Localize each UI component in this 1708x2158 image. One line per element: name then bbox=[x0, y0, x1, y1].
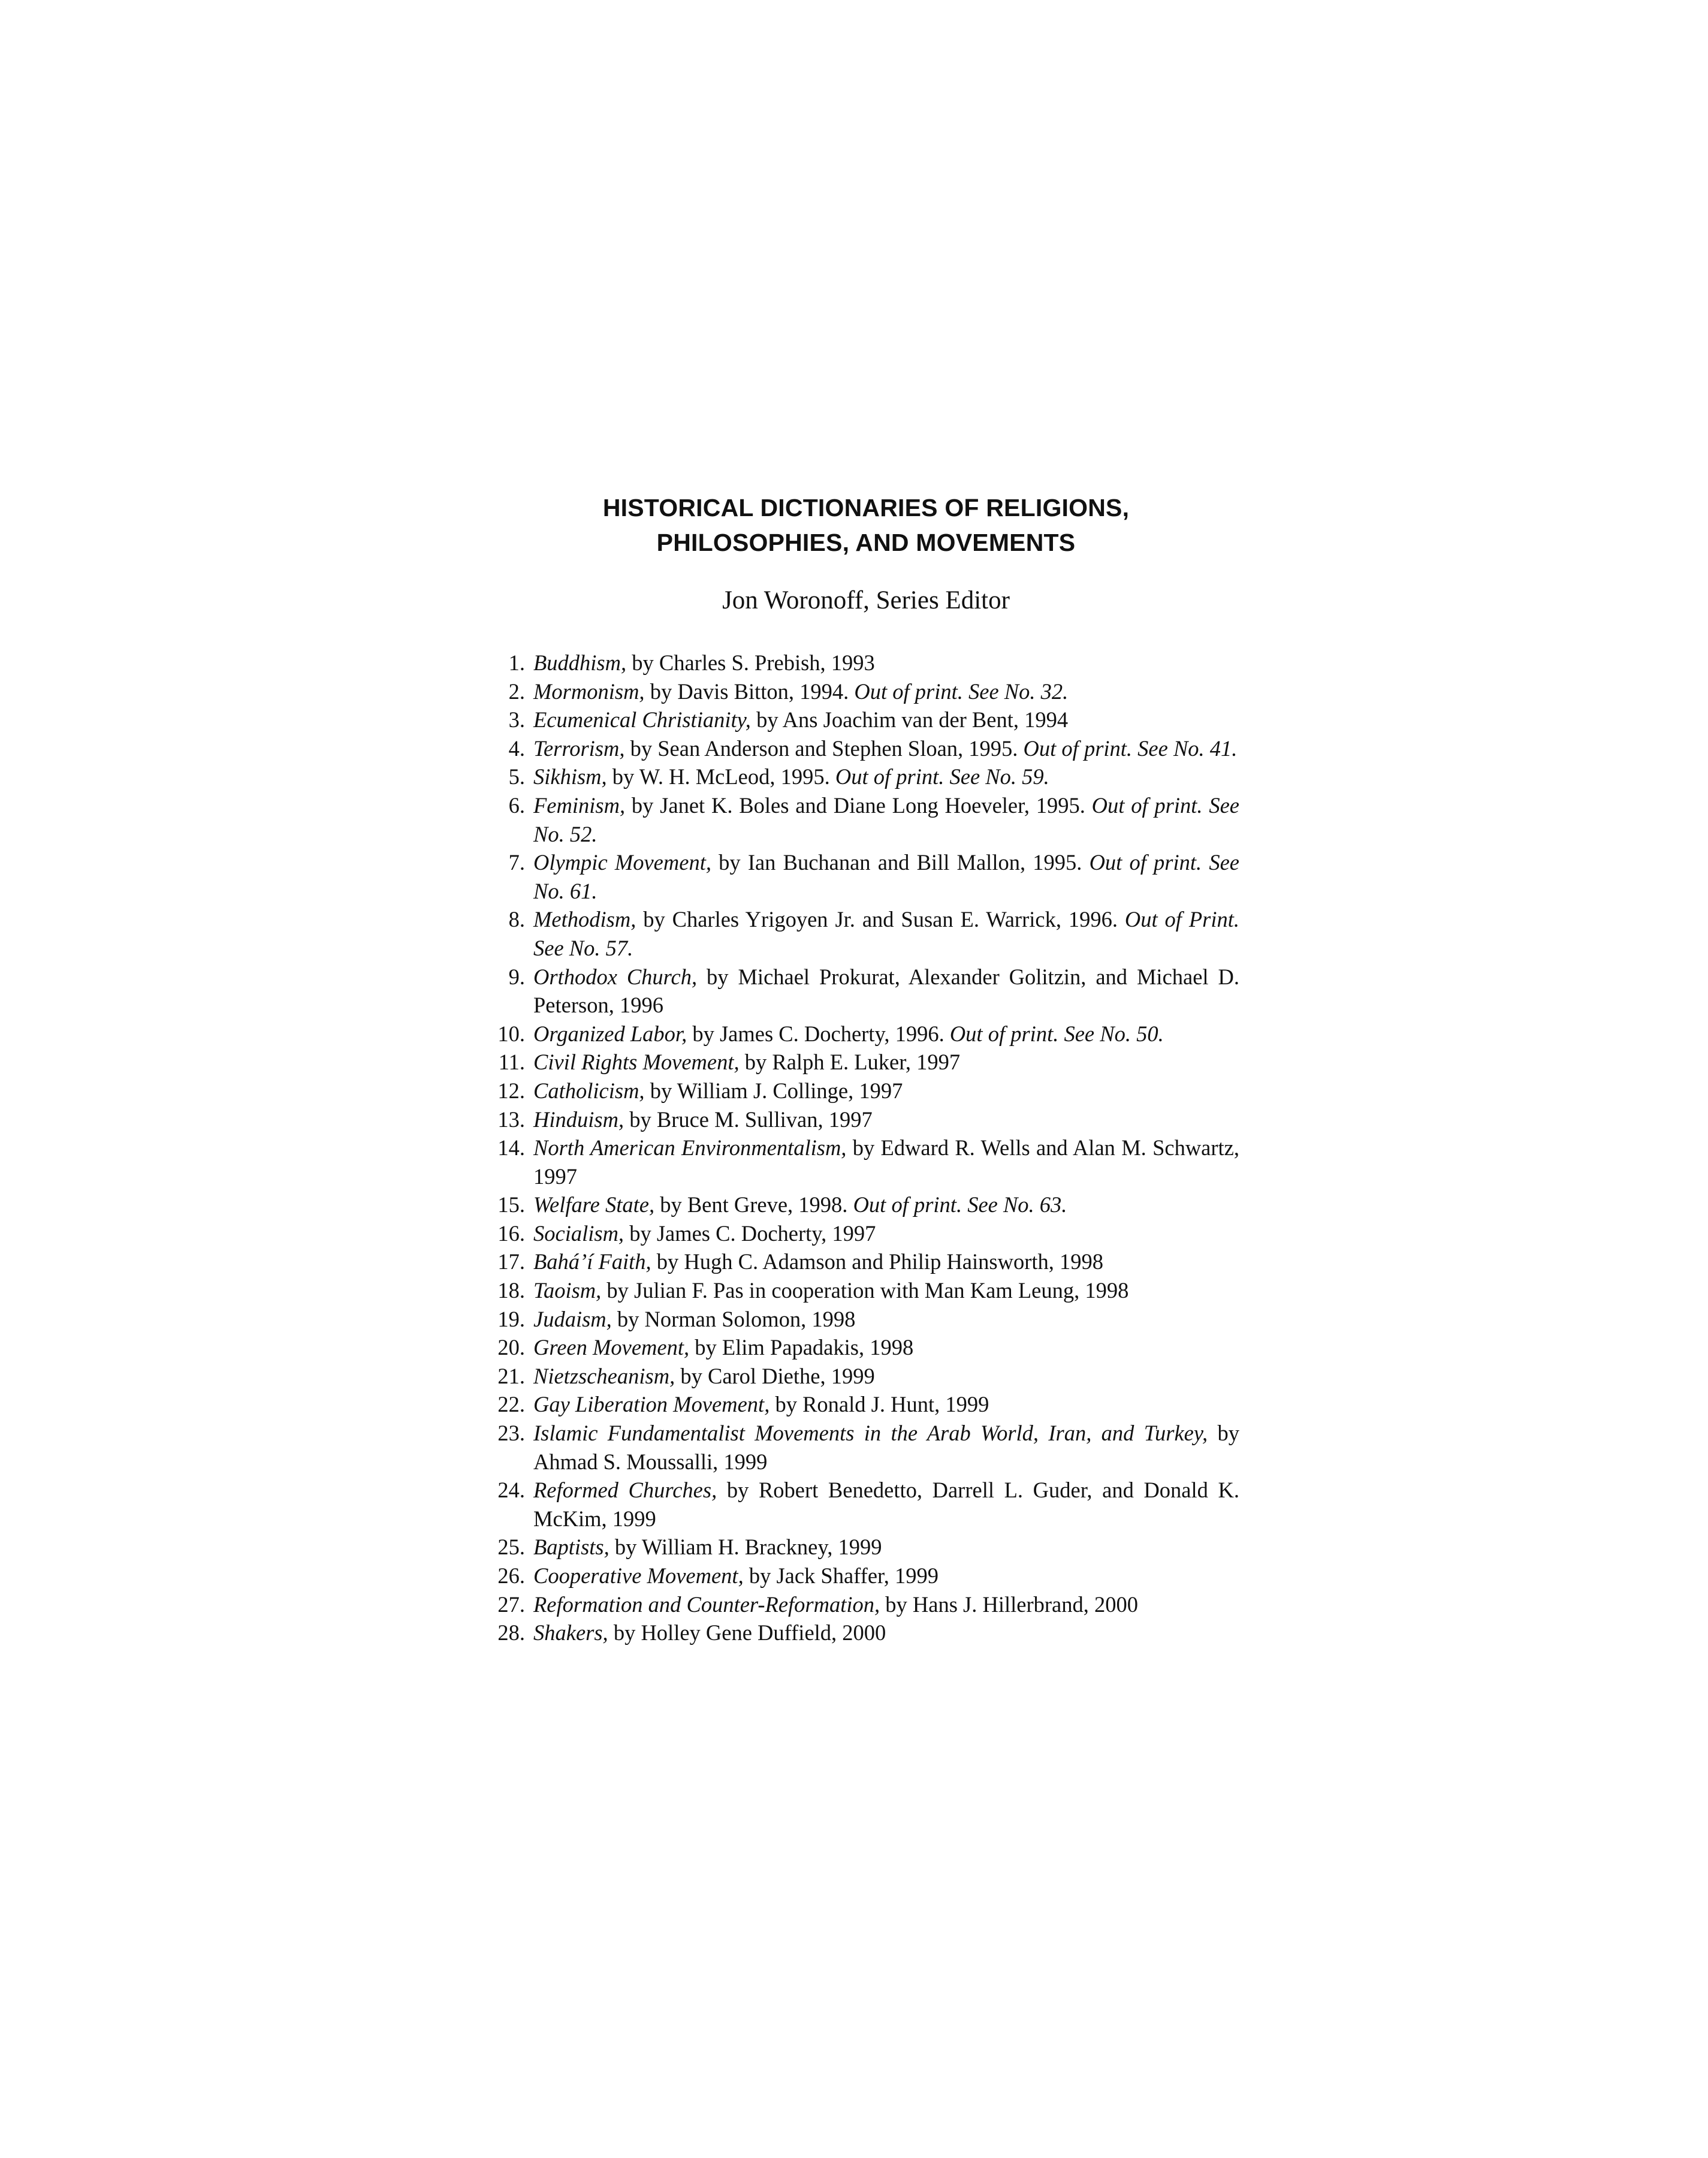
entry-details: by Bruce M. Sullivan, 1997 bbox=[624, 1107, 873, 1132]
entry-details: by W. H. McLeod, 1995. bbox=[606, 764, 835, 789]
entry-details: by Hugh C. Adamson and Philip Hainsworth, 1998 bbox=[651, 1249, 1103, 1274]
entry-title: Judaism, bbox=[533, 1306, 612, 1331]
list-item bbox=[479, 1305, 1239, 1334]
entry-number: 8. bbox=[508, 907, 525, 932]
entry-title: Welfare State, bbox=[533, 1192, 655, 1217]
entry-details: by James C. Docherty, 1997 bbox=[624, 1220, 876, 1246]
entry-number: 22. bbox=[497, 1392, 525, 1417]
entry-print-note: Out of print. See No. 61. bbox=[533, 850, 1239, 903]
list-item bbox=[479, 1590, 1239, 1619]
entry-details: by Elim Papadakis, 1998 bbox=[689, 1335, 914, 1360]
series-editor: Jon Woronoff, Series Editor bbox=[722, 586, 1010, 614]
entry-number: 4. bbox=[508, 736, 525, 761]
list-item bbox=[479, 1077, 1239, 1105]
entry-details: by James C. Docherty, 1996. bbox=[687, 1021, 950, 1046]
entry-details: by Ahmad S. Moussalli, 1999 bbox=[533, 1421, 1240, 1474]
entry-title: Olympic Movement, bbox=[533, 850, 711, 875]
list-item bbox=[479, 1476, 1239, 1533]
entry-number: 17. bbox=[497, 1249, 525, 1274]
list-item bbox=[479, 1362, 1239, 1391]
entry-details: by Sean Anderson and Stephen Sloan, 1995. bbox=[624, 736, 1024, 761]
entry-number: 25. bbox=[497, 1535, 525, 1560]
list-item bbox=[479, 791, 1239, 848]
entry-details: by Carol Diethe, 1999 bbox=[675, 1363, 875, 1388]
entry-number: 12. bbox=[497, 1078, 525, 1103]
list-item bbox=[479, 1105, 1239, 1134]
list-item bbox=[479, 1333, 1239, 1362]
list-item bbox=[479, 762, 1239, 791]
entry-details: by Jack Shaffer, 1999 bbox=[743, 1563, 939, 1588]
entry-title: Orthodox Church, bbox=[533, 964, 698, 989]
entry-title: Reformed Churches, bbox=[533, 1478, 717, 1503]
list-item bbox=[479, 1134, 1239, 1190]
entry-number: 15. bbox=[497, 1192, 525, 1217]
entry-title: Baptists, bbox=[533, 1535, 609, 1560]
entry-title: Shakers, bbox=[533, 1620, 608, 1645]
entry-details: by Janet K. Boles and Diane Long Hoeveler, 1995. bbox=[625, 792, 1092, 818]
entry-title: Organized Labor, bbox=[533, 1021, 687, 1046]
entry-details: by Michael Prokurat, Alexander Golitzin, and Michael D. Peterson, 1996 bbox=[533, 964, 1239, 1018]
list-item bbox=[479, 1190, 1239, 1219]
list-item bbox=[479, 649, 1239, 677]
entry-details: by William J. Collinge, 1997 bbox=[644, 1078, 903, 1103]
series-title-line-1: HISTORICAL DICTIONARIES OF RELIGIONS, bbox=[602, 494, 1130, 522]
list-item bbox=[479, 1618, 1239, 1647]
list-item bbox=[479, 905, 1239, 962]
entry-number: 20. bbox=[497, 1335, 525, 1360]
entry-details: by Davis Bitton, 1994. bbox=[644, 679, 855, 704]
entry-print-note: Out of print. See No. 52. bbox=[533, 792, 1239, 846]
list-item bbox=[479, 706, 1239, 734]
entry-details: by Hans J. Hillerbrand, 2000 bbox=[880, 1592, 1138, 1617]
entry-number: 23. bbox=[497, 1421, 525, 1446]
list-item bbox=[479, 1276, 1239, 1305]
series-title-line-2: PHILOSOPHIES, AND MOVEMENTS bbox=[656, 529, 1076, 556]
entry-number: 19. bbox=[497, 1306, 525, 1331]
list-item bbox=[479, 1562, 1239, 1590]
entry-number: 7. bbox=[508, 850, 525, 875]
entry-number: 28. bbox=[497, 1620, 525, 1645]
entry-number: 27. bbox=[497, 1592, 525, 1617]
entry-number: 18. bbox=[497, 1278, 525, 1303]
entry-title: Ecumenical Christianity, bbox=[533, 707, 751, 733]
series-list bbox=[479, 649, 1239, 1647]
list-item bbox=[479, 1390, 1239, 1419]
entry-details: by Charles S. Prebish, 1993 bbox=[626, 650, 875, 675]
entry-title: Hinduism, bbox=[533, 1107, 624, 1132]
entry-title: Green Movement, bbox=[533, 1335, 690, 1360]
entry-details: by Bent Greve, 1998. bbox=[654, 1192, 853, 1217]
entry-title: Taoism, bbox=[533, 1278, 602, 1303]
entry-number: 2. bbox=[508, 679, 525, 704]
series-heading bbox=[420, 490, 1312, 560]
entry-details: by Edward R. Wells and Alan M. Schwartz, 1997 bbox=[533, 1135, 1239, 1189]
entry-print-note: Out of Print. See No. 57. bbox=[533, 907, 1239, 960]
entry-details: by Julian F. Pas in cooperation with Man Kam Leung, 1998 bbox=[601, 1278, 1129, 1303]
entry-title: Islamic Fundamentalist Movements in the Arab World, Iran, and Turkey, bbox=[533, 1421, 1208, 1446]
list-item bbox=[479, 1419, 1239, 1476]
list-item bbox=[479, 1020, 1239, 1048]
entry-number: 13. bbox=[497, 1107, 525, 1132]
list-item bbox=[479, 1247, 1239, 1276]
entry-title: Gay Liberation Movement, bbox=[533, 1392, 770, 1417]
entry-details: by Ian Buchanan and Bill Mallon, 1995. bbox=[711, 850, 1090, 875]
entry-number: 6. bbox=[508, 792, 525, 818]
entry-title: Methodism, bbox=[533, 907, 636, 932]
entry-number: 14. bbox=[497, 1135, 525, 1161]
entry-title: Reformation and Counter-Reformation, bbox=[533, 1592, 880, 1617]
entry-title: Buddhism, bbox=[533, 650, 627, 675]
list-item bbox=[479, 1048, 1239, 1077]
entry-title: Sikhism, bbox=[533, 764, 607, 789]
entry-details: by Holley Gene Duffield, 2000 bbox=[608, 1620, 886, 1645]
entry-number: 16. bbox=[497, 1220, 525, 1246]
list-item bbox=[479, 963, 1239, 1020]
entry-number: 26. bbox=[497, 1563, 525, 1588]
list-item bbox=[479, 1219, 1239, 1248]
list-item bbox=[479, 677, 1239, 706]
entry-title: Bahá’í Faith, bbox=[533, 1249, 651, 1274]
entry-details: by Ronald J. Hunt, 1999 bbox=[769, 1392, 989, 1417]
list-item bbox=[479, 1533, 1239, 1562]
entry-title: Catholicism, bbox=[533, 1078, 645, 1103]
entry-number: 10. bbox=[497, 1021, 525, 1046]
entry-number: 21. bbox=[497, 1363, 525, 1388]
entry-title: Civil Rights Movement, bbox=[533, 1050, 740, 1075]
entry-print-note: Out of print. See No. 63. bbox=[853, 1192, 1067, 1217]
entry-print-note: Out of print. See No. 41. bbox=[1023, 736, 1238, 761]
entry-details: by Robert Benedetto, Darrell L. Guder, and Donald K. McKim, 1999 bbox=[533, 1478, 1240, 1531]
entry-print-note: Out of print. See No. 50. bbox=[949, 1021, 1164, 1046]
entry-details: by William H. Brackney, 1999 bbox=[609, 1535, 882, 1560]
entry-print-note: Out of print. See No. 59. bbox=[835, 764, 1049, 789]
entry-title: Socialism, bbox=[533, 1220, 624, 1246]
entry-details: by Ans Joachim van der Bent, 1994 bbox=[750, 707, 1069, 733]
entry-number: 5. bbox=[508, 764, 525, 789]
entry-title: Mormonism, bbox=[533, 679, 645, 704]
entry-number: 11. bbox=[498, 1050, 525, 1075]
entry-number: 1. bbox=[508, 650, 525, 675]
entry-details: by Ralph E. Luker, 1997 bbox=[739, 1050, 961, 1075]
entry-title: North American Environmentalism, bbox=[533, 1135, 847, 1161]
entry-number: 9. bbox=[508, 964, 525, 989]
entry-title: Cooperative Movement, bbox=[533, 1563, 744, 1588]
entry-title: Terrorism, bbox=[533, 736, 625, 761]
entry-details: by Norman Solomon, 1998 bbox=[611, 1306, 856, 1331]
list-item bbox=[479, 848, 1239, 905]
entry-number: 24. bbox=[497, 1478, 525, 1503]
entry-print-note: Out of print. See No. 32. bbox=[854, 679, 1069, 704]
entry-details: by Charles Yrigoyen Jr. and Susan E. Warrick, 1996. bbox=[636, 907, 1125, 932]
entry-number: 3. bbox=[508, 707, 525, 733]
list-item bbox=[479, 734, 1239, 763]
entry-title: Feminism, bbox=[533, 792, 626, 818]
entry-title: Nietzscheanism, bbox=[533, 1363, 675, 1388]
